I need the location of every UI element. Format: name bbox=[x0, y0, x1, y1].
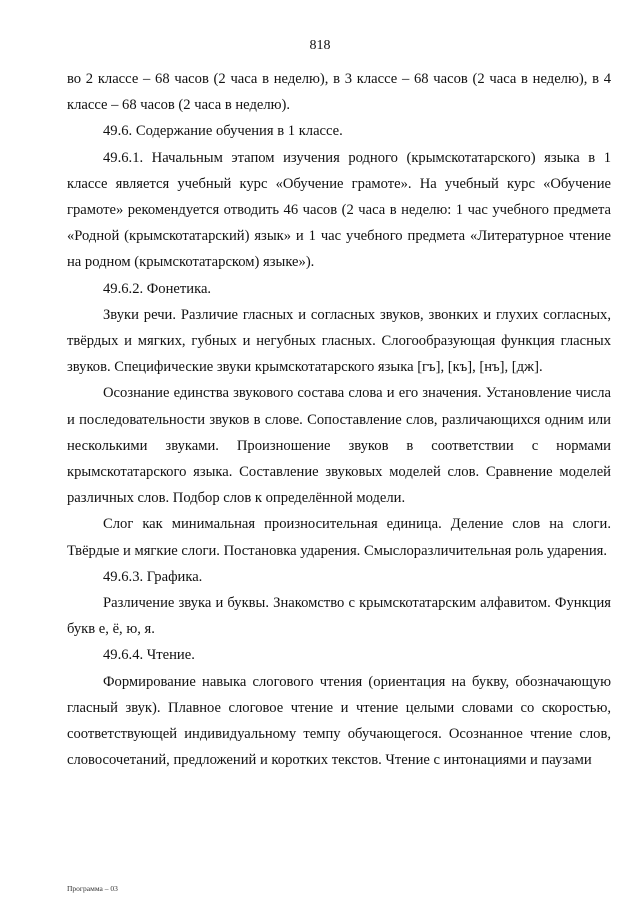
section-heading-graphics: 49.6.3. Графика. bbox=[103, 568, 203, 585]
paragraph-syllable: Слог как минимальная произносительная единица. Деление слов на слоги. Твёрдые и мягкие слоги. Постановка ударения. Смыслоразличительная роль ударения. bbox=[67, 516, 611, 559]
section-heading-phonetics: 49.6.2. Фонетика. bbox=[103, 280, 212, 297]
paragraph-49-6-1: 49.6.1. Начальным этапом изучения родного (крымскотатарского) языка в 1 классе является учебный курс «Обучение грамоте». На учебный курс «Обучение грамоте» рекомендуется отводить 46 часов (2 часа в неделю: 1 час учебного предмета «Родной (крымскотатарский) язык» и 1 час учебного предмета «Литературное чтение на родном (крымскотатарском) языке»). bbox=[67, 149, 611, 271]
paragraph-speech-sounds: Звуки речи. Различие гласных и согласных звуков, звонких и глухих согласных, твёрдых и мягких, губных и негубных гласных. Слогообразующая функция гласных звуков. Специфические звуки крымскотатарского языка [гъ], [къ], [нъ], [дж]. bbox=[67, 306, 611, 376]
section-heading-reading: 49.6.4. Чтение. bbox=[103, 647, 195, 664]
paragraph-sound-composition: Осознание единства звукового состава слова и его значения. Установление числа и последовательности звуков в слове. Сопоставление слов, различающихся одним или несколькими звуками. Произношение звуков в соответствии с нормами крымскотатарского языка. Составление звуковых моделей слов. Сравнение моделей различных слов. Подбор слов к определённой модели. bbox=[67, 385, 611, 507]
section-heading-49-6: 49.6. Содержание обучения в 1 классе. bbox=[103, 123, 343, 140]
paragraph-graphics: Различение звука и буквы. Знакомство с крымскотатарским алфавитом. Функция букв е, ё, ю, я. bbox=[67, 595, 611, 638]
paragraph-hours-continuation: во 2 классе – 68 часов (2 часа в неделю), в 3 классе – 68 часов (2 часа в неделю), в 4 классе – 68 часов (2 часа в неделю). bbox=[67, 71, 611, 114]
document-body bbox=[67, 66, 611, 773]
page-number: 818 bbox=[309, 38, 331, 53]
page-footer: Программа – 03 bbox=[67, 884, 118, 893]
paragraph-reading: Формирование навыка слогового чтения (ориентация на букву, обозначающую гласный звук). Плавное слоговое чтение и чтение целыми словами со скоростью, соответствующей индивидуальному темпу обучающегося. Осознанное чтение слов, словосочетаний, предложений и коротких текстов. Чтение с интонациями и паузами bbox=[67, 673, 611, 769]
